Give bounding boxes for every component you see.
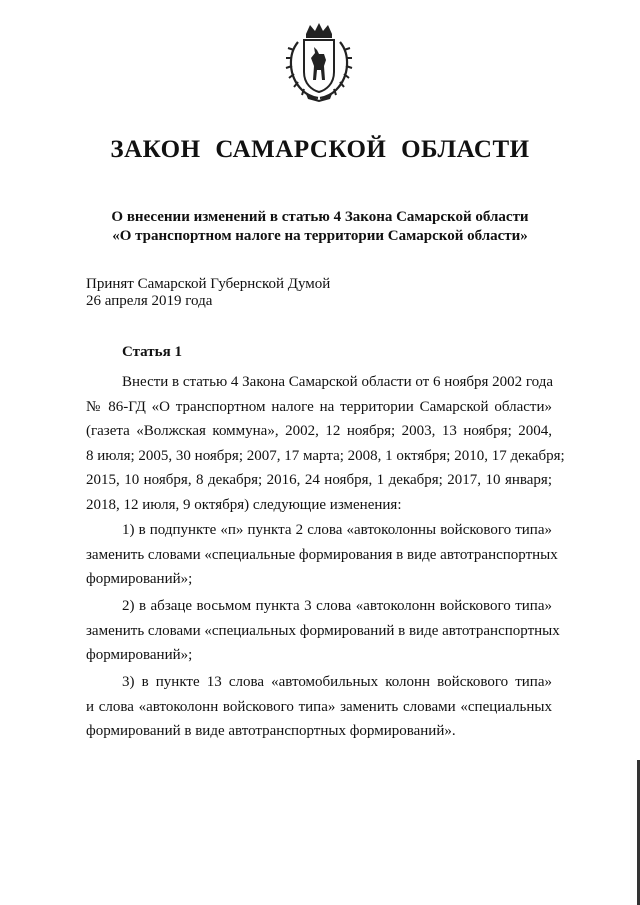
samara-coat-of-arms-icon <box>284 20 354 102</box>
adopted-by-line: Принят Самарской Губернской Думой <box>86 276 331 292</box>
paragraph-line: формирований»; <box>86 571 193 587</box>
paragraph-line: заменить словами «специальных формирований в виде автотранспортных <box>86 622 560 639</box>
paragraph-line: (газета «Волжская коммуна», 2002, 12 ноября; 2003, 13 ноября; 2004, <box>86 423 552 439</box>
amendment-item-3 <box>86 670 552 744</box>
paragraph-line: 1) в подпункте «п» пункта 2 слова «автоколонны войскового типа» <box>122 522 552 538</box>
amendment-item-2 <box>86 594 560 668</box>
paragraph-line: 2018, 12 июля, 9 октября) следующие изменения: <box>86 496 402 513</box>
adopted-date-line: 26 апреля 2019 года <box>86 293 213 309</box>
paragraph-line: формирований в виде автотранспортных формирований». <box>86 723 456 739</box>
paragraph-line: заменить словами «специальные формирования в виде автотранспортных <box>86 546 558 563</box>
law-title: ЗАКОН САМАРСКОЙ ОБЛАСТИ <box>110 136 530 163</box>
amendment-item-1 <box>86 518 558 592</box>
subtitle-line: О внесении изменений в статью 4 Закона Самарской области <box>111 209 529 225</box>
paragraph-line: формирований»; <box>86 647 193 663</box>
paragraph-line: Внести в статью 4 Закона Самарской области от 6 ноября 2002 года <box>122 374 554 390</box>
paragraph-line: и слова «автоколонн войскового типа» заменить словами «специальных <box>86 698 552 715</box>
paragraph-line: 2) в абзаце восьмом пункта 3 слова «автоколонн войскового типа» <box>122 598 552 614</box>
paragraph-line: № 86-ГД «О транспортном налоге на территории Самарской области» <box>86 398 552 415</box>
law-subtitle <box>60 208 580 246</box>
paragraph-line: 8 июля; 2005, 30 ноября; 2007, 17 марта; 2008, 1 октября; 2010, 17 декабря; <box>86 447 565 464</box>
article-intro-paragraph <box>86 370 565 517</box>
article-heading: Статья 1 <box>122 344 182 360</box>
paragraph-line: 2015, 10 ноября, 8 декабря; 2016, 24 ноября, 1 декабря; 2017, 10 января; <box>86 472 552 488</box>
paragraph-line: 3) в пункте 13 слова «автомобильных колонн войскового типа» <box>122 674 552 690</box>
subtitle-line: «О транспортном налоге на территории Самарской области» <box>112 228 528 244</box>
adoption-info <box>86 276 330 310</box>
